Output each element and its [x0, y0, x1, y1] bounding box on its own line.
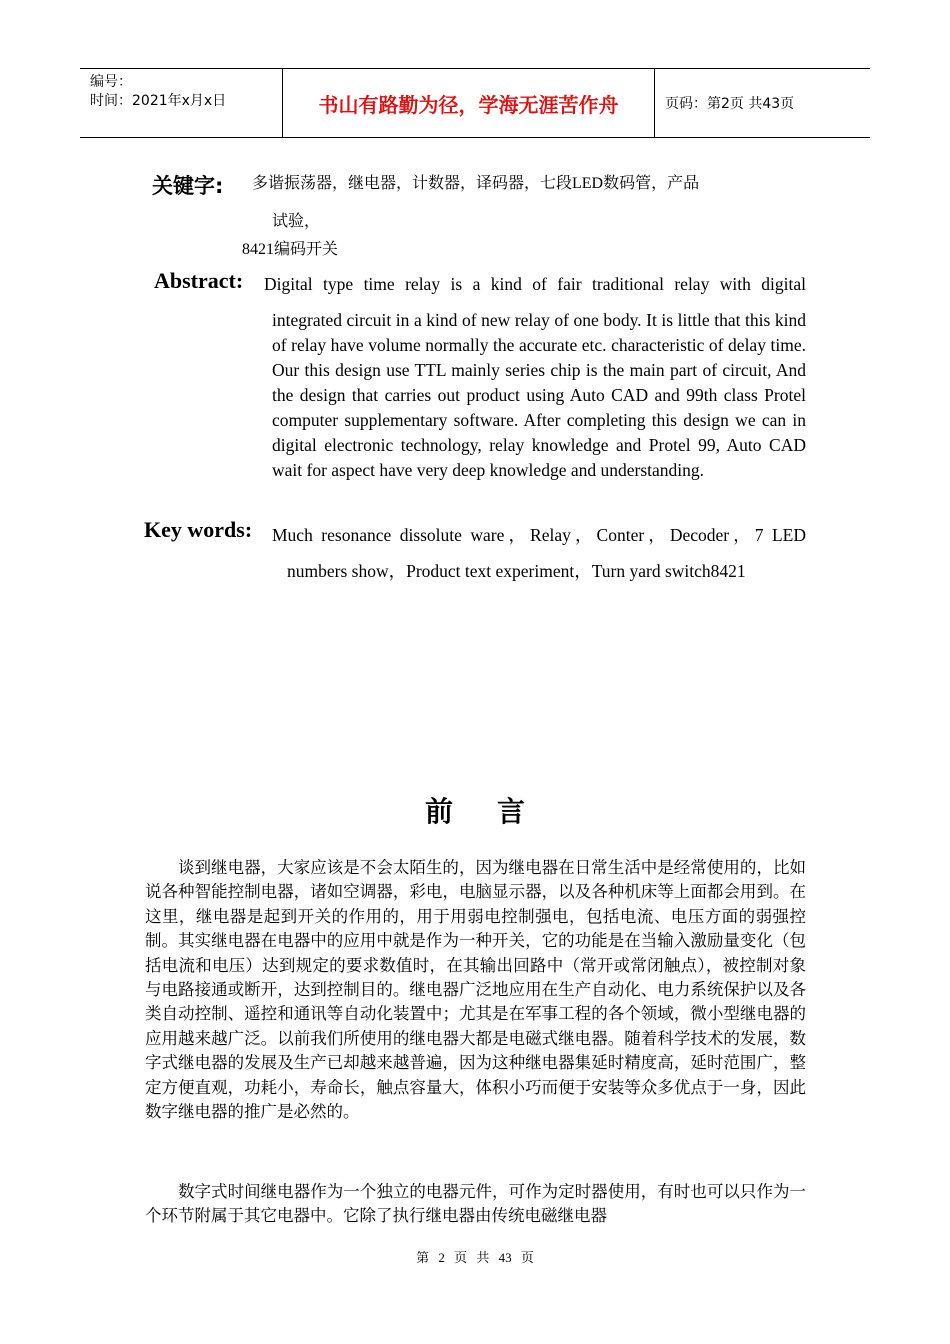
- preface-paragraph-1: 谈到继电器，大家应该是不会太陌生的，因为继电器在日常生活中是经常使用的，比如说各种智能控制电器，诸如空调器，彩电，电脑显示器，以及各种机床等上面都会用到。在这里，继电器是起到开关的作用的，用于用弱电控制强电，包括电流、电压方面的弱强控制。其实继电器在电器中的应用中就是作为一种开关，它的功能是在当输入激励量变化（包括电流和电压）达到规定的要求数值时，在其输出回路中（常开或常闭触点），被控制对象与电路接通或断开，达到控制目的。继电器广泛地应用在生产自动化、电力系统保护以及各类自动控制、遥控和通讯等自动化装置中；尤其是在军事工程的各个领域，微小型继电器的应用越来越广泛。以前我们所使用的继电器大都是电磁式继电器。随着科学技术的发展，数字式继电器的发展及生产已却越来越普遍，因为这种继电器集延时精度高，延时范围广，整定方便直观，功耗小，寿命长，触点容量大，体积小巧而便于安装等众多优点于一身，因此数字继电器的推广是必然的。: [145, 858, 806, 1122]
- header-motto: 书山有路勤为径，学海无涯苦作舟: [282, 69, 655, 137]
- header-page-info: 页码：第2页 共43页: [665, 96, 795, 112]
- header-meta: [80, 69, 282, 137]
- keywords-en-label: Key words:: [144, 517, 253, 542]
- preface-paragraph-2: 数字式时间继电器作为一个独立的电器元件，可作为定时器使用，有时也可以只作为一个环节附属于其它电器中。它除了执行继电器由传统电磁继电器: [145, 1182, 806, 1226]
- preface-title: 前言: [424, 795, 569, 828]
- keywords-cn-line3: 8421编码开关: [242, 241, 339, 258]
- keywords-cn-line2: 试验，: [272, 213, 321, 230]
- abstract-body: integrated circuit in a kind of new relay of one body. It is little that this kind of relay have volume normally the accurate etc. characteristic of delay time. Our this design use TTL mainly series chip is the main part of circuit, And the design that carries out product using Auto CAD and 99th class Protel computer supplementary software. After completing this design we can in digital electronic technology, relay knowledge and Protel 99, Auto CAD wait for aspect have very deep knowledge and understanding.: [272, 310, 806, 480]
- keywords-en-line2: numbers show，Product text experiment，Turn yard switch8421: [287, 561, 746, 581]
- keywords-en-line1: Much resonance dissolute ware，Relay，Conter，Decoder，7 LED: [272, 525, 806, 545]
- header-date: 时间：2021年x月x日: [90, 93, 227, 109]
- abstract-label: Abstract:: [154, 268, 244, 293]
- header-number: 编号：: [90, 74, 132, 90]
- abstract-first-line: Digital type time relay is a kind of fair traditional relay with digital: [264, 274, 806, 294]
- keywords-cn-label: 关键字:: [152, 174, 224, 198]
- page-header: [80, 68, 870, 138]
- page-footer: 第 2 页 共 43 页: [416, 1250, 534, 1265]
- keywords-cn-line1: 多谐振荡器，继电器，计数器，译码器，七段LED数码管，产品: [252, 175, 700, 192]
